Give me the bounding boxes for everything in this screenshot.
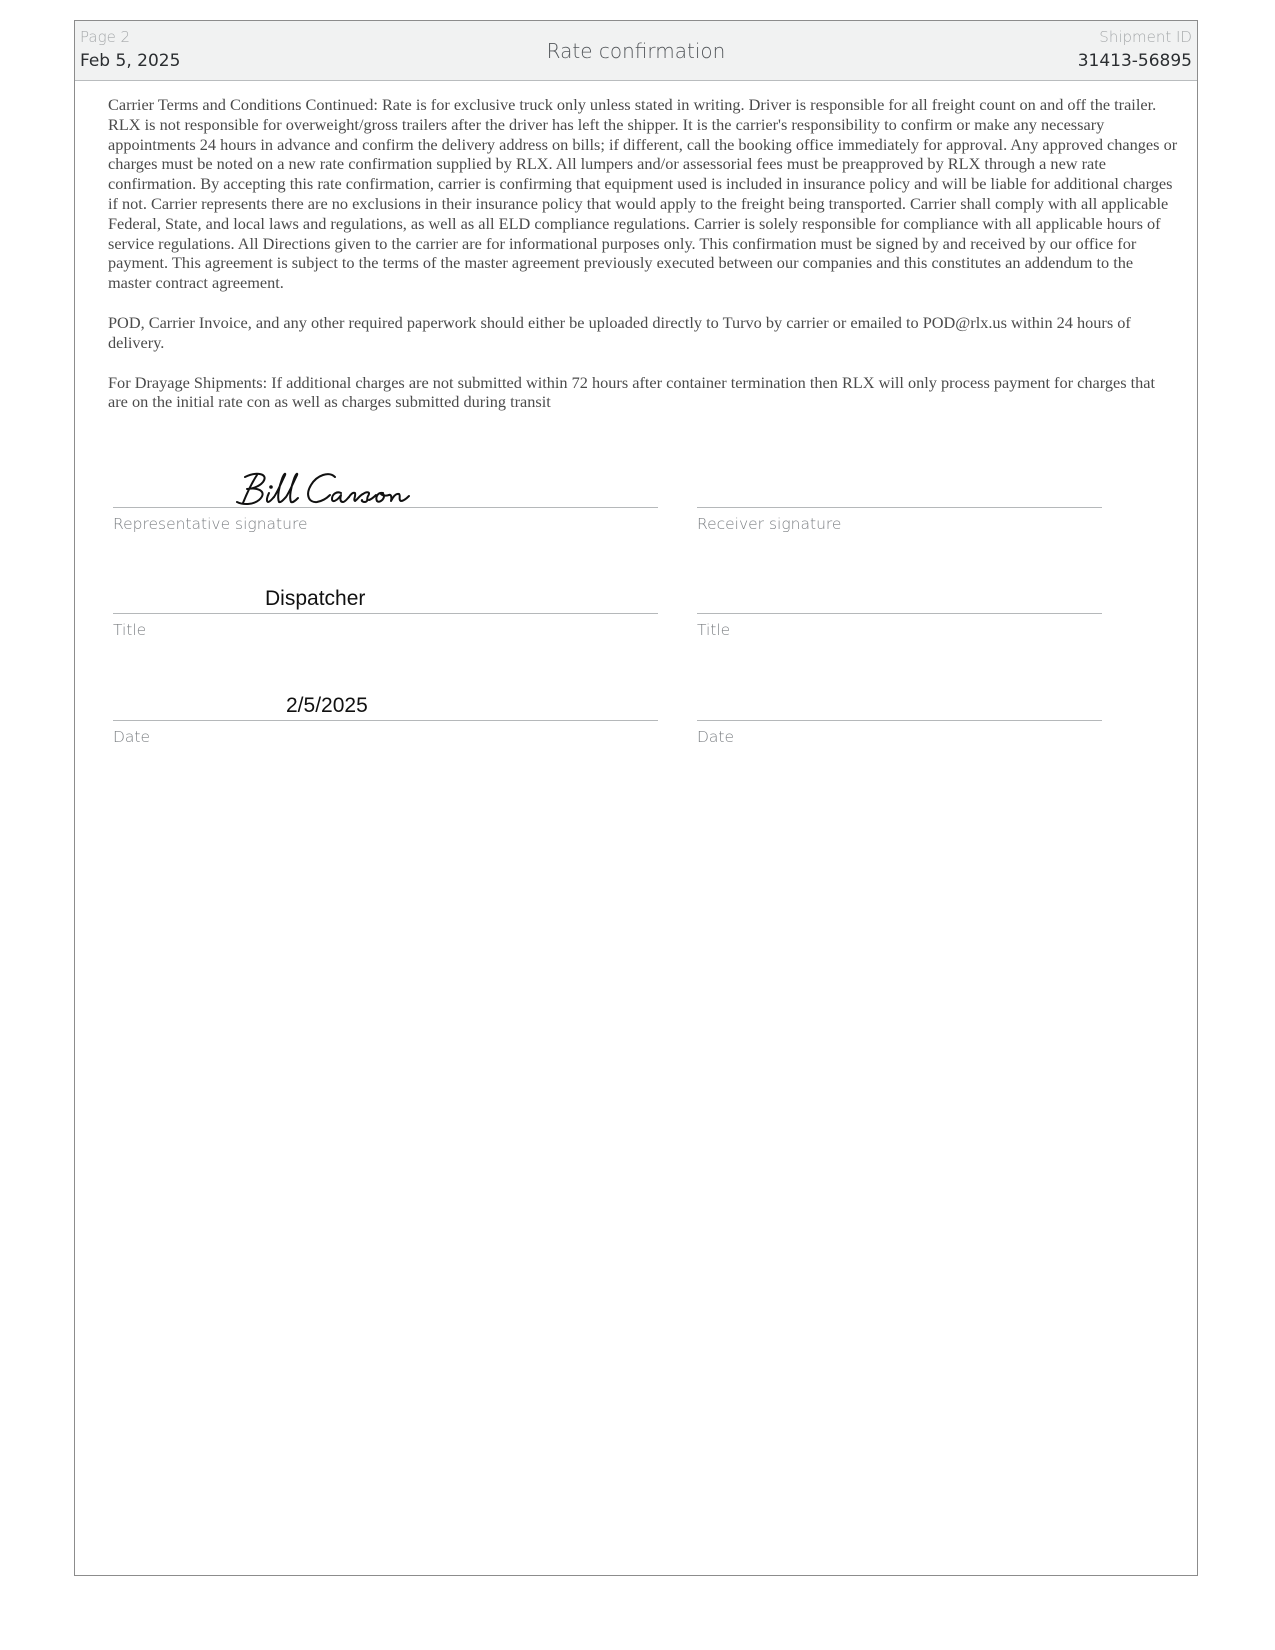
representative-title-label: Title: [113, 621, 147, 639]
shipment-id-label: Shipment ID: [1099, 28, 1192, 46]
representative-title-value: Dispatcher: [265, 587, 366, 610]
receiver-date-label: Date: [697, 728, 735, 746]
date-line: [697, 720, 1102, 721]
terms-paragraph-drayage: For Drayage Shipments: If additional charges are not submitted within 72 hours after container termination then RLX will only process payment for charges that are on the initial rate con as well as charges submitted during transit: [108, 372, 1156, 412]
receiver-title-label: Title: [697, 621, 731, 639]
terms-and-conditions: [108, 95, 1178, 432]
document-title: Rate confirmation: [546, 39, 726, 63]
title-line: [113, 613, 658, 614]
representative-title-field[interactable]: [113, 587, 658, 673]
representative-date-value: 2/5/2025: [286, 694, 368, 717]
date-line: [113, 720, 658, 721]
representative-signature-label: Representative signature: [113, 515, 308, 533]
receiver-date-field[interactable]: [697, 720, 1102, 780]
header-right: [1078, 27, 1192, 73]
representative-date-field[interactable]: [113, 694, 658, 780]
terms-paragraph-carrier: Carrier Terms and Conditions Continued: Rate is for exclusive truck only unless stated in writing. Driver is responsible for all freight count on and off the trailer. RLX is not responsible for overweight/gross trailers after the driver has left the shipper. It is the carrier's responsibility to confirm or make any necessary appointments 24 hours in advance and confirm the delivery address on bills; if different, call the booking office immediately for approval. Any approved changes or charges must be noted on a new rate confirmation supplied by RLX. All lumpers and/or assessorial fees must be preapproved by RLX through a new rate confirmation. By accepting this rate confirmation, carrier is confirming that equipment used is included in insurance policy and will be liable for additional charges if not. Carrier represents there are no exclusions in their insurance policy that would apply to the freight being transported. Carrier shall comply with all applicable Federal, State, and local laws and regulations, as well as all ELD compliance regulations. Carrier is solely responsible for compliance with all applicable hours of service regulations. All Directions given to the carrier are for informational purposes only. This confirmation must be signed by and received by our office for payment. This agreement is subject to the terms of the master agreement previously executed between our companies and this constitutes an addendum to the master contract agreement.: [108, 95, 1178, 293]
page-number: Page 2: [80, 28, 131, 46]
receiver-signature-field[interactable]: [697, 507, 1102, 567]
representative-signature-field[interactable]: [113, 507, 658, 567]
representative-date-label: Date: [113, 728, 151, 746]
receiver-signature-label: Receiver signature: [697, 515, 842, 533]
page-header: [75, 21, 1197, 81]
rate-confirmation-page: [74, 20, 1198, 1576]
shipment-id-value: 31413-56895: [1077, 51, 1192, 71]
handwritten-signature: [231, 469, 431, 511]
terms-paragraph-pod: POD, Carrier Invoice, and any other required paperwork should either be uploaded directly to Turvo by carrier or emailed to POD@rlx.us within 24 hours of delivery.: [108, 312, 1131, 352]
title-line: [697, 613, 1102, 614]
header-date: Feb 5, 2025: [80, 51, 181, 71]
receiver-title-field[interactable]: [697, 613, 1102, 673]
signature-line: [697, 507, 1102, 508]
